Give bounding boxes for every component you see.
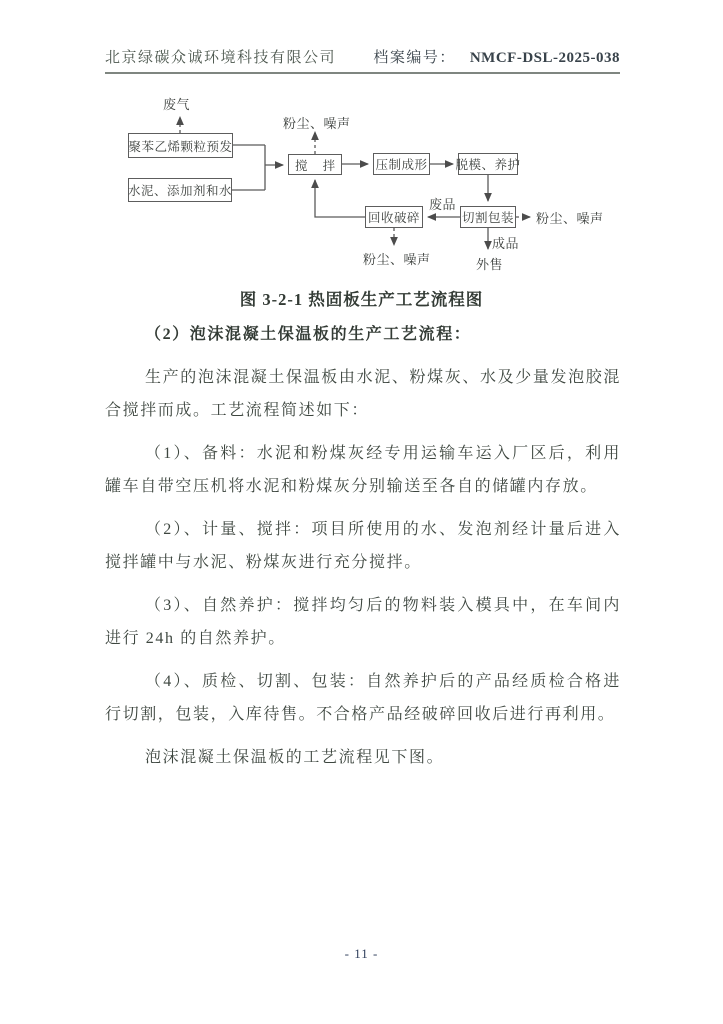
figure-caption: 图 3-2-1 热固板生产工艺流程图 xyxy=(239,290,484,309)
paragraph: （3）、自然养护：搅拌均匀后的物料装入模具中，在车间内进行 24h 的自然养护。 xyxy=(105,597,621,647)
label-dust-noise-bottom: 粉尘、噪声 xyxy=(363,252,431,267)
box-mixing: 搅 拌 xyxy=(288,154,342,175)
page-header xyxy=(105,46,620,74)
box-cutting-packaging: 切割包装 xyxy=(460,206,516,228)
box-polystyrene-pre-expansion: 聚苯乙烯颗粒预发 xyxy=(128,133,233,158)
label-sold-externally: 外售 xyxy=(476,257,504,272)
paragraph: （1）、备料：水泥和粉煤灰经专用运输车运入厂区后，利用罐车自带空压机将水泥和粉煤灰分别输送至各自的储罐内存放。 xyxy=(105,445,621,495)
label-dust-noise-top: 粉尘、噪声 xyxy=(283,116,351,131)
box-press-forming: 压制成形 xyxy=(373,153,430,175)
paragraph: 泡沫混凝土保温板的工艺流程见下图。 xyxy=(145,749,445,766)
box-demold-curing: 脱模、养护 xyxy=(458,153,518,175)
body-text xyxy=(105,318,621,784)
archive-number-field xyxy=(373,46,620,67)
section-heading: （2）泡沫混凝土保温板的生产工艺流程： xyxy=(145,326,472,343)
label-waste-gas: 废气 xyxy=(163,97,191,112)
label-dust-noise-right: 粉尘、噪声 xyxy=(536,211,604,226)
process-flowchart xyxy=(0,88,723,283)
paragraph: 生产的泡沫混凝土保温板由水泥、粉煤灰、水及少量发泡胶混合搅拌而成。工艺流程简述如下： xyxy=(105,369,621,419)
box-cement-additives-water: 水泥、添加剂和水 xyxy=(128,178,232,202)
paragraph: （2）、计量、搅拌：项目所使用的水、发泡剂经计量后进入搅拌罐中与水泥、粉煤灰进行充分搅拌。 xyxy=(105,521,621,571)
label-waste-product: 废品 xyxy=(429,197,457,212)
box-recycle-crushing: 回收破碎 xyxy=(365,206,423,228)
flowchart-arrows xyxy=(0,88,723,283)
paragraph: （4）、质检、切割、包装：自然养护后的产品经质检合格进行切割，包装，入库待售。不合格产品经破碎回收后进行再利用。 xyxy=(105,673,621,723)
company-name: 北京绿碳众诚环境科技有限公司 xyxy=(105,50,337,66)
label-finished-product: 成品 xyxy=(492,236,520,251)
archive-number: NMCF-DSL-2025-038 xyxy=(469,50,620,66)
archive-label: 档案编号： xyxy=(373,50,456,66)
page-number: - 11 - xyxy=(344,946,379,961)
